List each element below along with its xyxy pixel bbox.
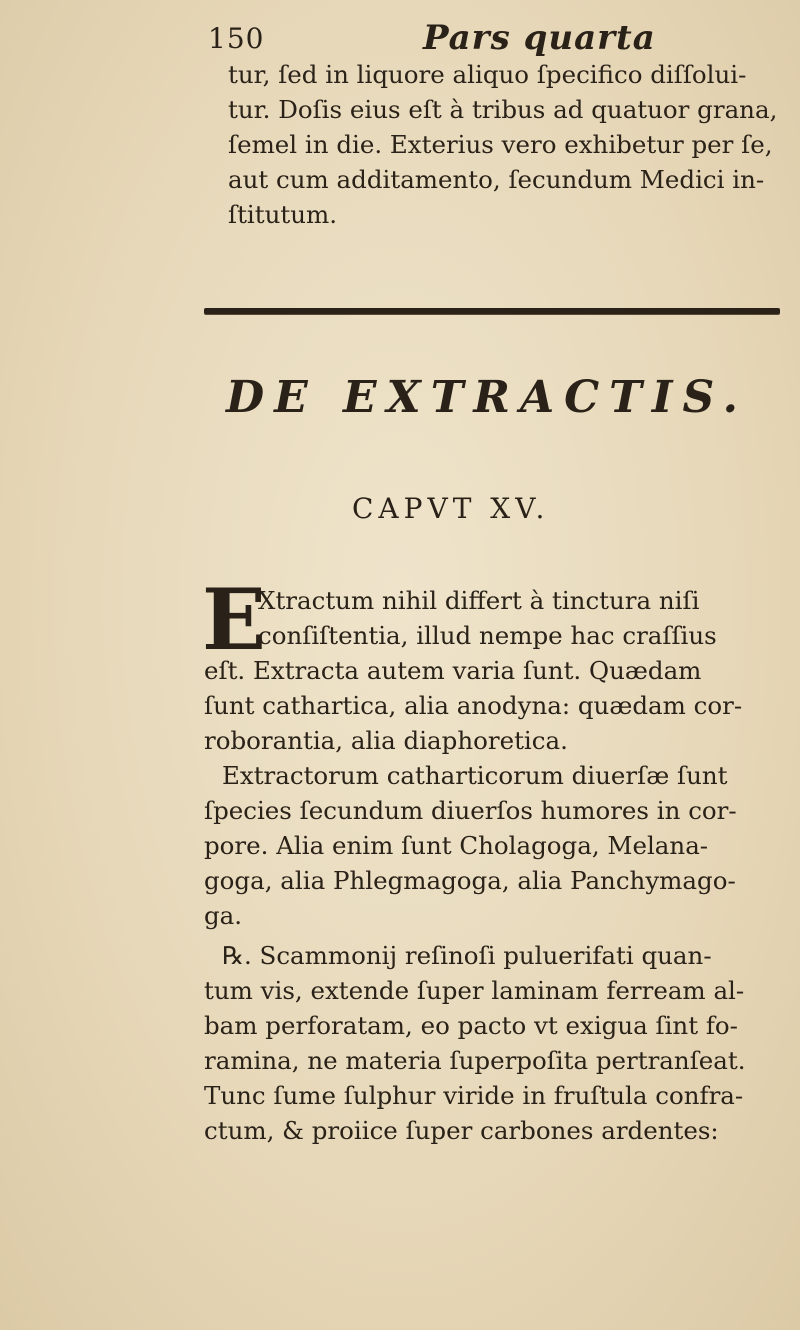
text-line: Xtractum nihil differt à tinctura niſi bbox=[258, 586, 700, 615]
drop-cap: E bbox=[202, 570, 267, 669]
text-line: ctum, & proiice ſuper carbones ardentes: bbox=[204, 1116, 719, 1145]
page-number: 150 bbox=[208, 22, 265, 55]
text-line: pore. Alia enim ſunt Cholagoga, Melana- bbox=[204, 831, 709, 860]
text-line: ramina, ne materia ſuperpoſita pertranſeat. bbox=[204, 1046, 746, 1075]
text-line: ſpecies ſecundum diuerſos humores in cor- bbox=[204, 796, 737, 825]
running-title: Pars quarta bbox=[423, 18, 656, 58]
text-line: eſt. Extracta autem varia ſunt. Quædam bbox=[204, 656, 702, 685]
text-line: ga. bbox=[204, 901, 243, 930]
section-title: DE EXTRACTIS. bbox=[226, 372, 749, 423]
text-line: ſemel in die. Exterius vero exhibetur per ſe, bbox=[228, 130, 773, 159]
text-line: tum vis, extende ſuper laminam ferream al- bbox=[204, 976, 745, 1005]
text-line: ſunt cathartica, alia anodyna: quædam cor- bbox=[204, 691, 743, 720]
text-line: Extractorum catharticorum diuerſæ ſunt bbox=[222, 761, 728, 790]
text-line: ℞. Scammonij reſinoſi puluerifati quan- bbox=[222, 941, 712, 970]
text-line: Tunc ſume ſulphur viride in fruſtula confra- bbox=[204, 1081, 744, 1110]
running-head bbox=[208, 18, 768, 62]
divider-rule bbox=[204, 308, 780, 314]
text-line: aut cum additamento, ſecundum Medici in- bbox=[228, 165, 765, 194]
text-line: bam perforatam, eo pacto vt exigua ſint fo- bbox=[204, 1011, 738, 1040]
text-line: tur. Doſis eius eſt à tribus ad quatuor grana, bbox=[228, 95, 778, 124]
chapter-heading: CAPVT XV. bbox=[352, 492, 550, 525]
text-line: conſiſtentia, illud nempe hac craſſius bbox=[258, 621, 717, 650]
text-line: ſtitutum. bbox=[228, 200, 338, 229]
text-line: goga, alia Phlegmagoga, alia Panchymago- bbox=[204, 866, 736, 895]
text-line: roborantia, alia diaphoretica. bbox=[204, 726, 568, 755]
text-line: tur, ſed in liquore aliquo ſpecifico diſſolui- bbox=[228, 60, 747, 89]
